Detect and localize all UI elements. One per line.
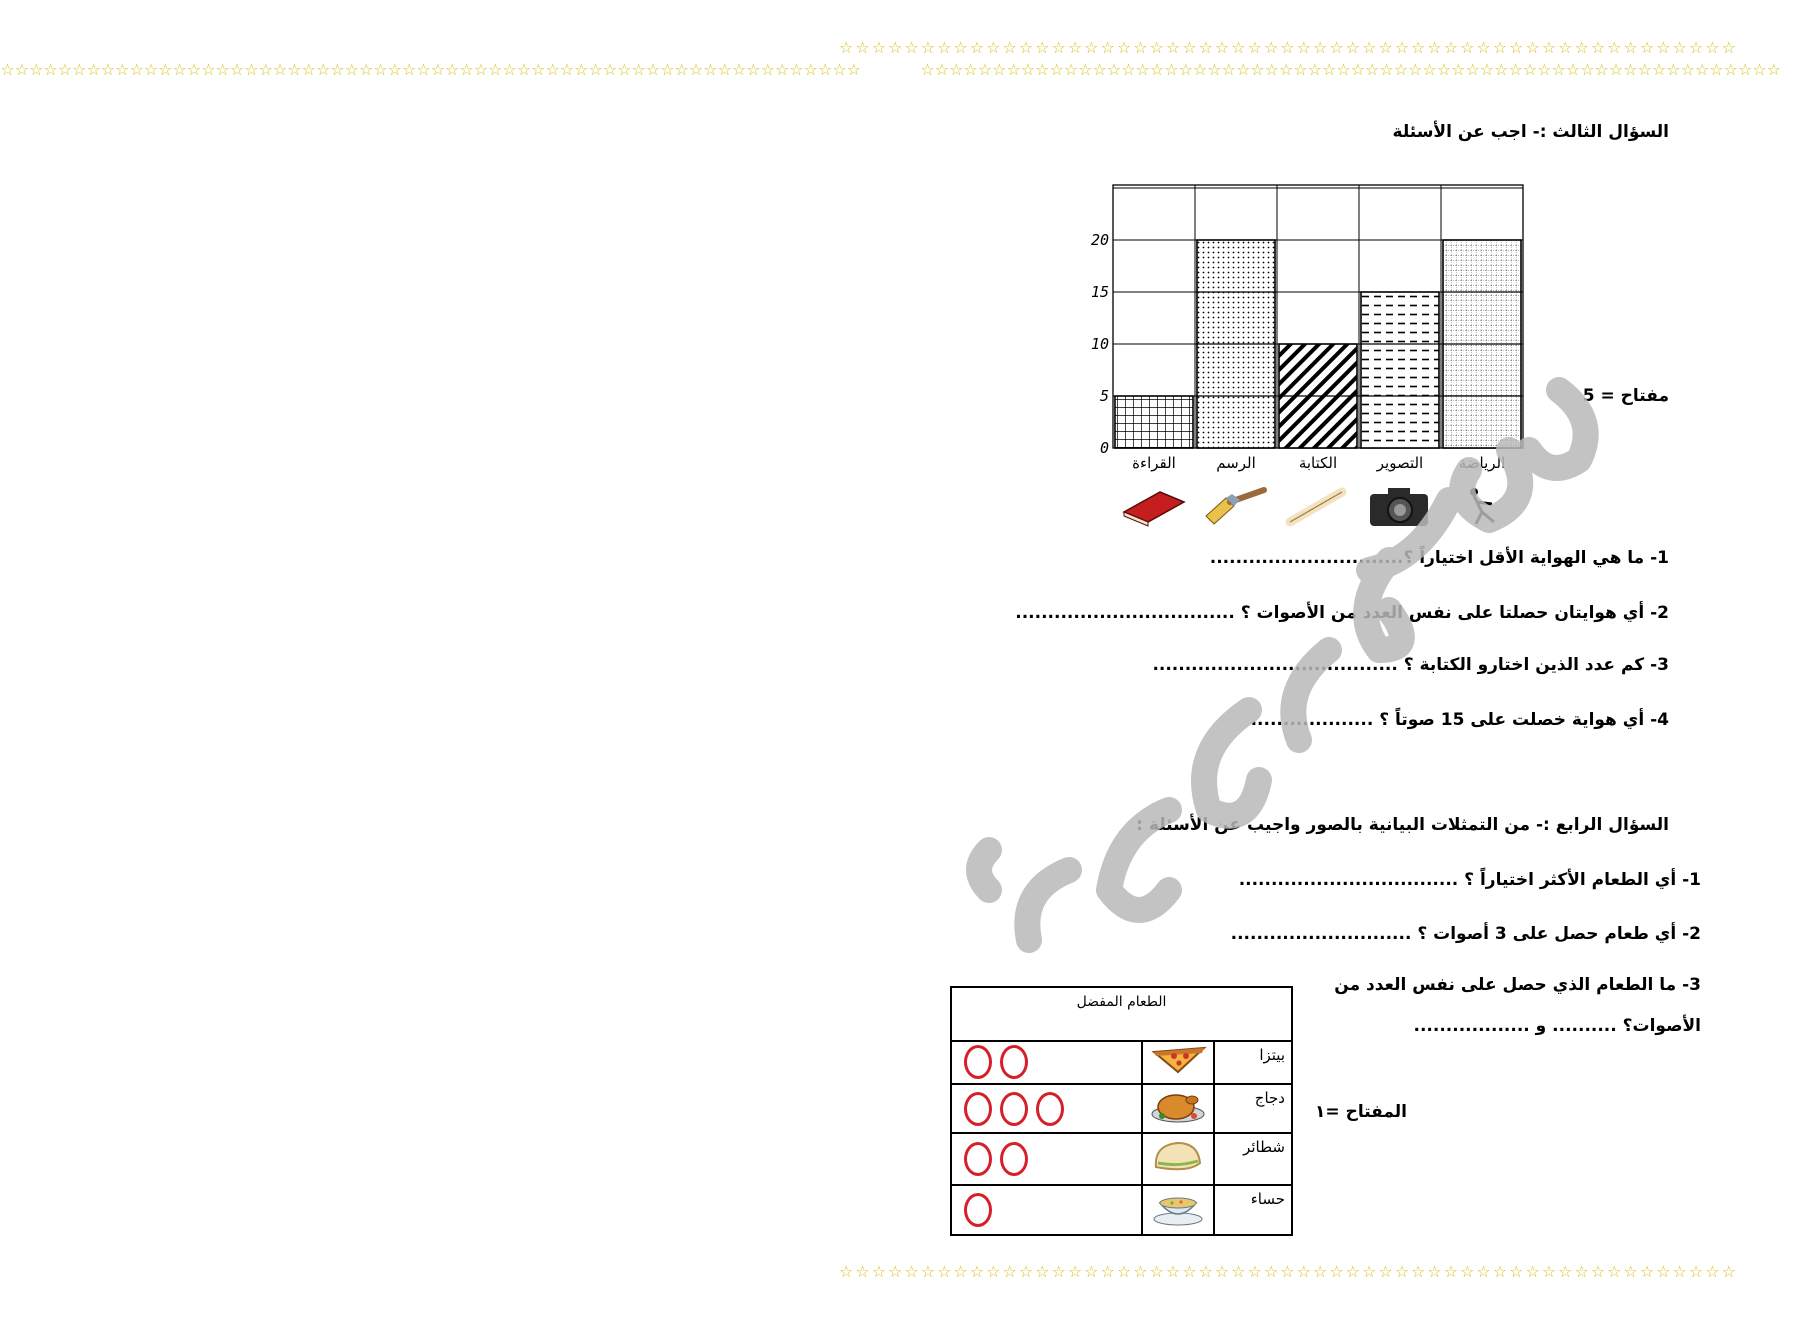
favorite-food-pictograph <box>950 986 1293 1236</box>
camera-icon <box>1370 488 1428 526</box>
bar-3 <box>1361 292 1439 448</box>
border-right: ☆☆☆☆☆☆☆☆☆☆☆☆☆☆☆☆☆☆☆☆☆☆☆☆☆☆☆☆☆☆☆☆☆☆☆☆☆☆☆☆☆☆☆☆☆☆☆☆☆☆☆☆☆☆☆☆☆☆☆☆ <box>920 60 1781 79</box>
chart-y-axis <box>1091 231 1109 457</box>
q4-item-1: 1- أي الطعام الأكثر اختياراً ؟ .................................. <box>1238 870 1701 890</box>
y-tick-label: 20 <box>1090 231 1109 249</box>
question3-key: مفتاح = 5 <box>1582 386 1669 406</box>
x-category-label: الكتابة <box>1298 454 1338 472</box>
border-bottom: ☆☆☆☆☆☆☆☆☆☆☆☆☆☆☆☆☆☆☆☆☆☆☆☆☆☆☆☆☆☆☆☆☆☆☆☆☆☆☆☆☆☆☆☆☆☆☆☆☆☆☆☆☆☆☆ <box>839 1262 1738 1281</box>
pen-icon <box>1290 492 1342 522</box>
question3-title: السؤال الثالث :- اجب عن الأسئلة <box>1392 122 1669 142</box>
chart-icons <box>1124 488 1494 526</box>
pictograph-title: الطعام المفضل <box>951 987 1292 1041</box>
border-left: ☆☆☆☆☆☆☆☆☆☆☆☆☆☆☆☆☆☆☆☆☆☆☆☆☆☆☆☆☆☆☆☆☆☆☆☆☆☆☆☆☆☆☆☆☆☆☆☆☆☆☆☆☆☆☆☆☆☆☆☆ <box>0 60 861 79</box>
bar-0 <box>1115 396 1193 448</box>
y-tick-label: 10 <box>1090 335 1109 353</box>
book-icon <box>1124 492 1184 526</box>
food-name-pizza: بيتزا <box>1214 1041 1292 1084</box>
pizza-icon <box>1142 1041 1214 1084</box>
q3-item-3: 3- كم عدد الذين اختارو الكتابة ؟ ...................................... <box>1152 655 1669 675</box>
chicken-icon <box>1142 1084 1214 1134</box>
vote-circle <box>1000 1092 1028 1126</box>
food-name-sandwich: شطائر <box>1214 1133 1292 1185</box>
table-row <box>951 1041 1292 1084</box>
border-top: ☆☆☆☆☆☆☆☆☆☆☆☆☆☆☆☆☆☆☆☆☆☆☆☆☆☆☆☆☆☆☆☆☆☆☆☆☆☆☆☆☆☆☆☆☆☆☆☆☆☆☆☆☆☆☆ <box>839 38 1738 57</box>
chart-x-labels <box>1132 454 1505 472</box>
votes-soup <box>951 1185 1142 1235</box>
y-tick-label: 15 <box>1090 283 1109 301</box>
x-category-label: الرياضة <box>1458 454 1506 472</box>
sandwich-icon <box>1142 1133 1214 1185</box>
runner-icon <box>1470 488 1494 524</box>
vote-circle <box>964 1193 992 1227</box>
soup-icon <box>1142 1185 1214 1235</box>
vote-circle <box>964 1045 992 1079</box>
table-row <box>951 1084 1292 1134</box>
x-category-label: القراءة <box>1132 454 1176 472</box>
x-category-label: الرسم <box>1216 454 1256 472</box>
paintbrush-icon <box>1206 490 1264 524</box>
q4-item-3: 3- ما الطعام الذي حصل على نفس العدد من <box>1334 975 1701 995</box>
food-name-chicken: دجاج <box>1214 1084 1292 1134</box>
q3-item-2: 2- أي هوايتان حصلتا على نفس العدد من الأصوات ؟ .................................. <box>1015 603 1669 623</box>
q3-item-4: 4- أي هواية خصلت على 15 صوتاً ؟ ................... <box>1250 710 1669 730</box>
table-row <box>951 1185 1292 1235</box>
votes-chicken <box>951 1084 1142 1134</box>
vote-circle <box>1036 1092 1064 1126</box>
y-tick-label: 5 <box>1099 387 1109 405</box>
vote-circle <box>964 1142 992 1176</box>
q4-item-3-continuation: الأصوات؟ .......... و .................. <box>1413 1016 1701 1036</box>
hobbies-bar-chart <box>1061 175 1531 515</box>
q4-item-2: 2- أي طعام حصل على 3 أصوات ؟ ............................ <box>1230 924 1701 944</box>
votes-sandwich <box>951 1133 1142 1185</box>
q3-item-1: 1- ما هي الهواية الأقل اختياراً ؟.............................. <box>1209 548 1669 568</box>
question4-key: المفتاح =١ <box>1315 1102 1407 1122</box>
vote-circle <box>1000 1142 1028 1176</box>
food-name-soup: حساء <box>1214 1185 1292 1235</box>
votes-pizza <box>951 1041 1142 1084</box>
y-tick-label: 0 <box>1099 439 1109 457</box>
x-category-label: التصوير <box>1376 454 1424 472</box>
question4-title: السؤال الرابع :- من التمثلات البيانية بالصور واجيب عن الأسئلة : <box>1136 815 1669 835</box>
vote-circle <box>964 1092 992 1126</box>
vote-circle <box>1000 1045 1028 1079</box>
table-row <box>951 1133 1292 1185</box>
